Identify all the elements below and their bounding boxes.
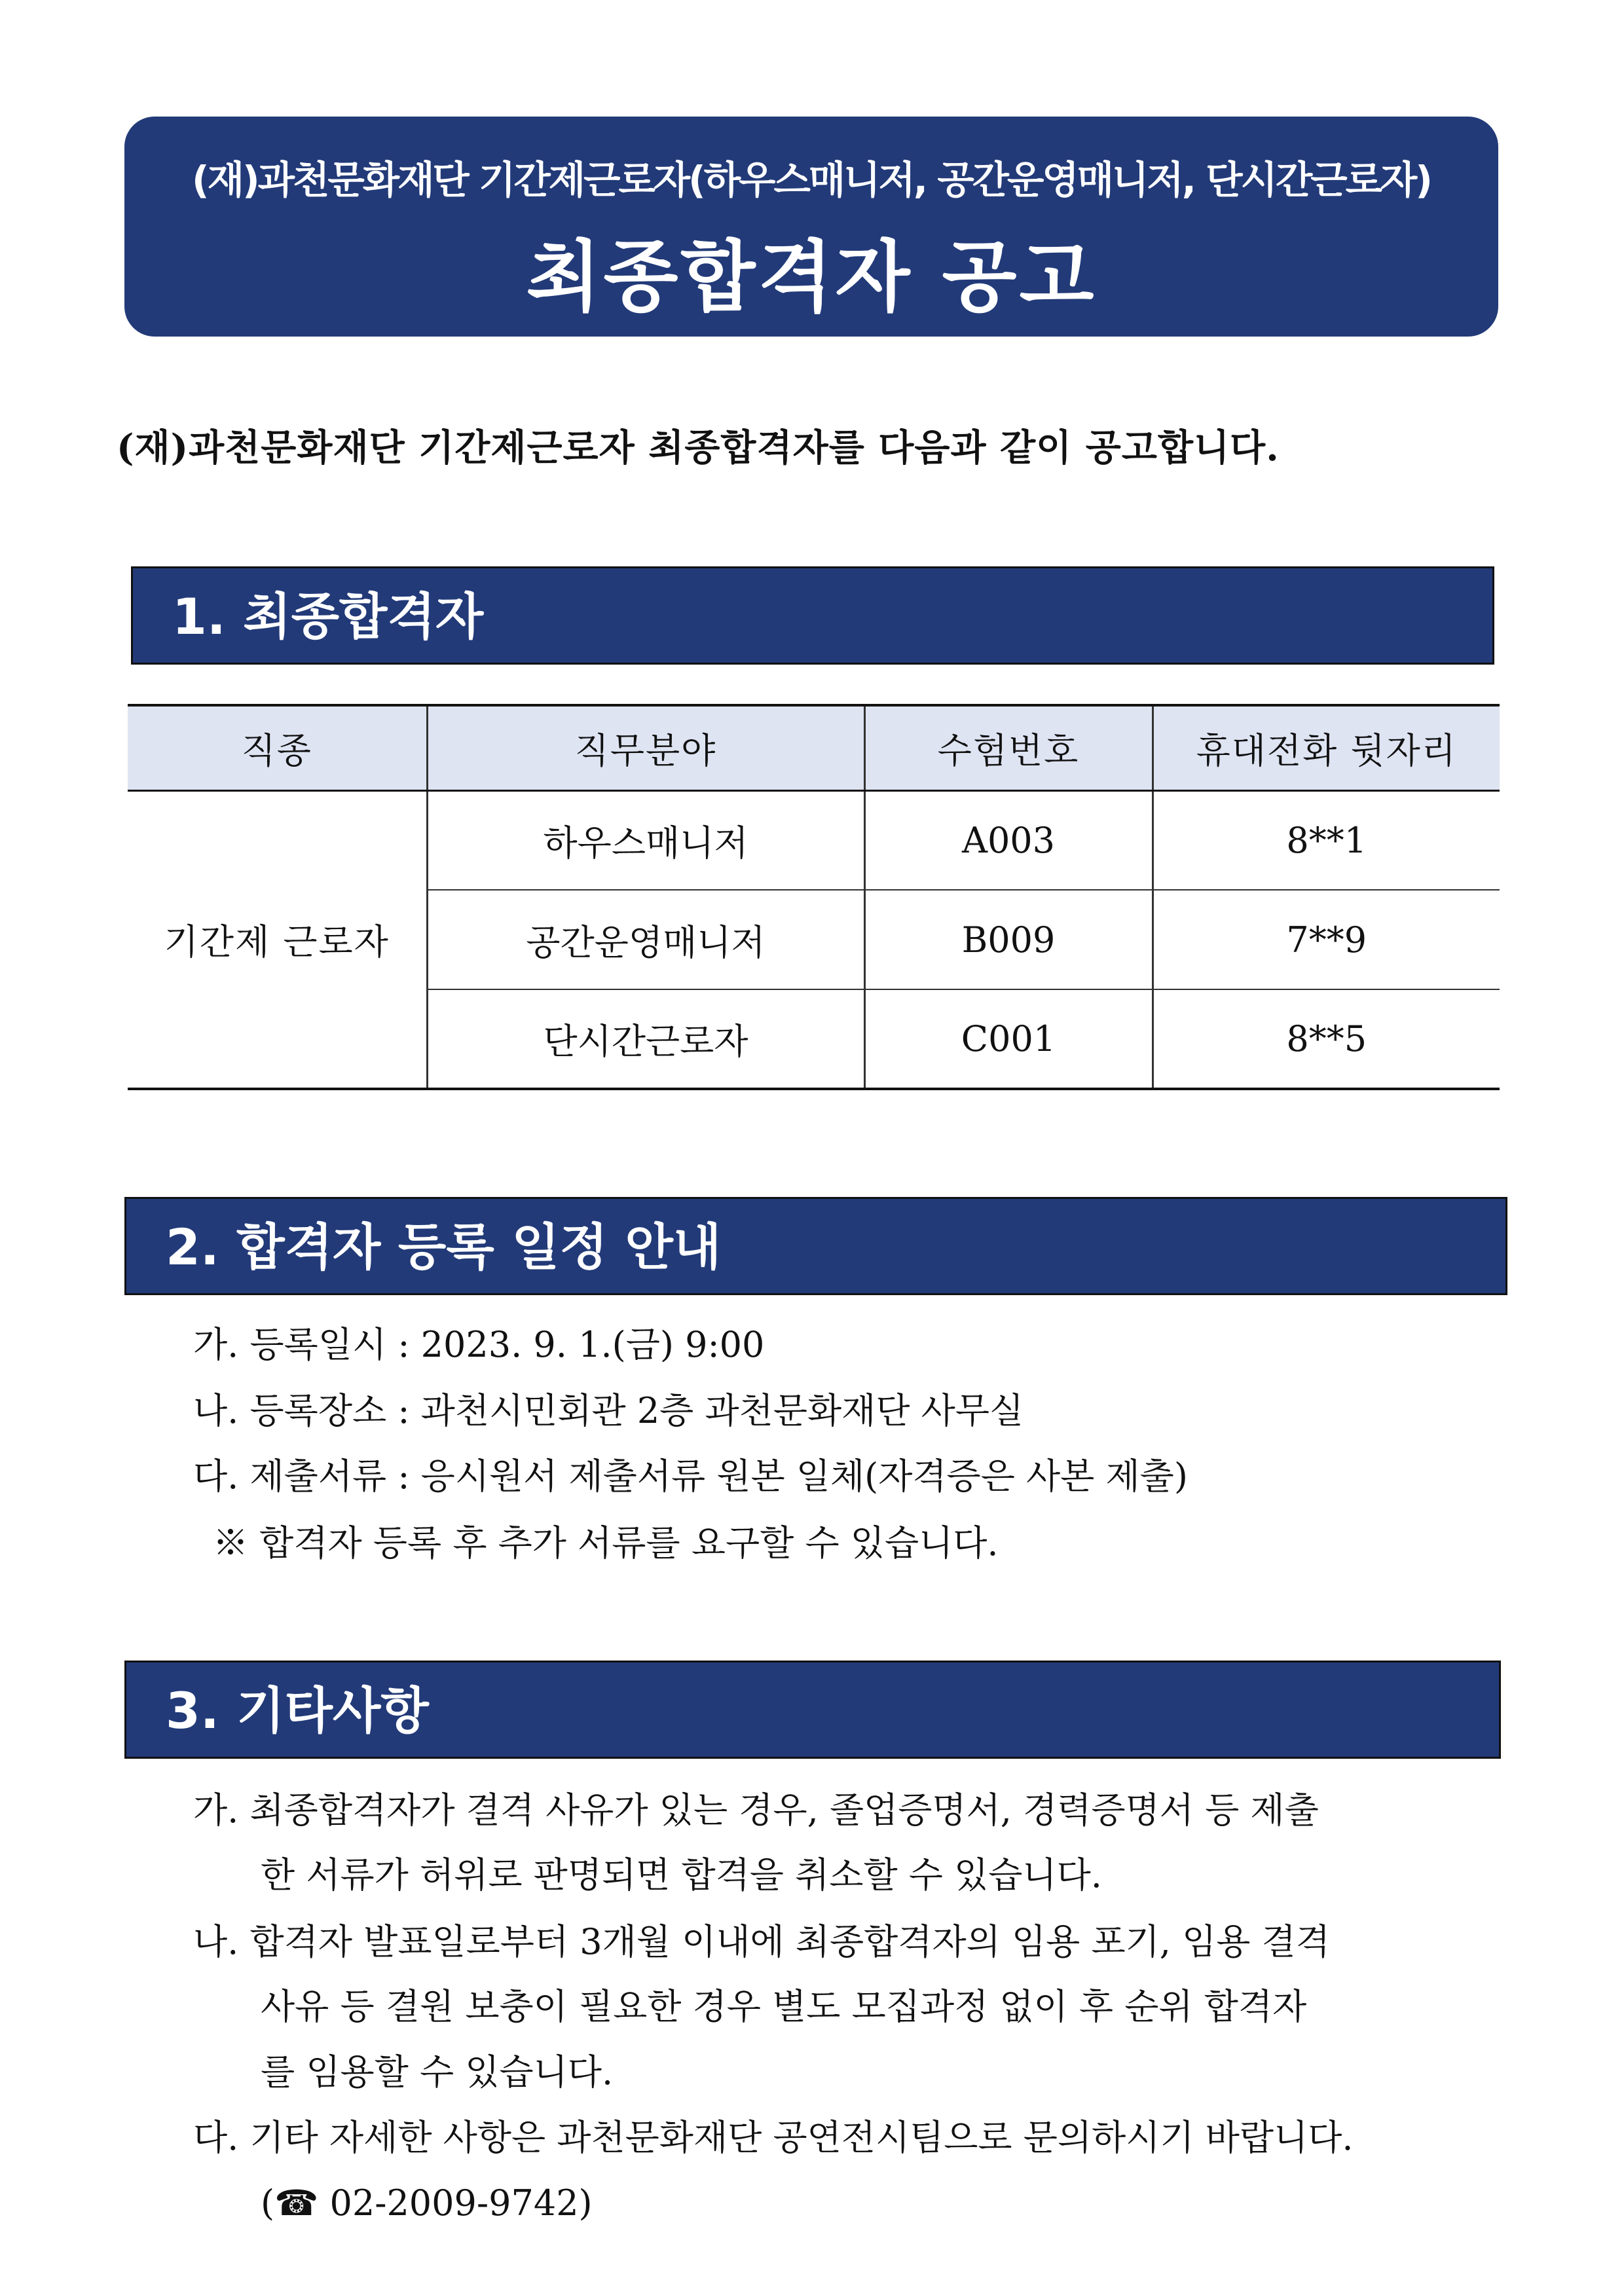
- other-item-b-line2: 사유 등 결원 보충이 필요한 경우 별도 모집과정 없이 후 순위 합격자: [261, 1986, 1307, 2027]
- banner-subtitle: (재)과천문화재단 기간제근로자(하우스매니저, 공간운영매니저, 단시간근로자): [192, 158, 1431, 202]
- banner-title: 최종합격자 공고: [526, 232, 1097, 322]
- exam-number-cell: C001: [864, 989, 1153, 1089]
- header-exam-number: 수험번호: [864, 705, 1153, 790]
- other-item-b-line1: 나. 합격자 발표일로부터 3개월 이내에 최종합격자의 임용 포기, 임용 결격: [193, 1921, 1330, 1962]
- phone-cell: 8**5: [1153, 989, 1500, 1089]
- exam-number-cell: B009: [864, 890, 1153, 989]
- section-header-other: [124, 1661, 1501, 1759]
- section-header-registration: [124, 1197, 1507, 1295]
- job-field-cell: 공간운영매니저: [427, 890, 864, 989]
- job-field-cell: 하우스매니저: [427, 790, 864, 890]
- contact-phone: (☎ 02-2009-9742): [261, 2182, 593, 2224]
- header-job-field: 직무분야: [427, 705, 864, 790]
- final-candidates-table: [128, 704, 1500, 1090]
- job-type-cell: 기간제 근로자: [128, 790, 427, 1089]
- other-item-a-line2: 한 서류가 허위로 판명되면 합격을 취소할 수 있습니다.: [261, 1854, 1102, 1896]
- section-title: 3. 기타사항: [166, 1681, 429, 1740]
- registration-note: ※ 합격자 등록 후 추가 서류를 요구할 수 있습니다.: [213, 1522, 999, 1564]
- registration-documents: 다. 제출서류 : 응시원서 제출서류 원본 일체(자격증은 사본 제출): [193, 1456, 1188, 1497]
- job-field-cell: 단시간근로자: [427, 989, 864, 1089]
- table-row: [128, 790, 1500, 890]
- header-phone-last-digits: 휴대전화 뒷자리: [1153, 705, 1500, 790]
- title-banner: [124, 117, 1498, 337]
- section-header-final-candidates: [131, 566, 1494, 665]
- section-title: 2. 합격자 등록 일정 안내: [166, 1218, 722, 1276]
- section-title: 1. 최종합격자: [172, 587, 484, 646]
- other-item-b-line3: 를 임용할 수 있습니다.: [261, 2051, 614, 2093]
- header-job-type: 직종: [128, 705, 427, 790]
- table-header-row: [128, 705, 1500, 790]
- registration-date: 가. 등록일시 : 2023. 9. 1.(금) 9:00: [193, 1324, 765, 1365]
- exam-number-cell: A003: [864, 790, 1153, 890]
- phone-cell: 7**9: [1153, 890, 1500, 989]
- registration-place: 나. 등록장소 : 과천시민회관 2층 과천문화재단 사무실: [193, 1390, 1024, 1431]
- intro-text: (재)과천문화재단 기간제근로자 최종합격자를 다음과 같이 공고합니다.: [117, 426, 1280, 469]
- other-item-c-line1: 다. 기타 자세한 사항은 과천문화재단 공연전시팀으로 문의하시기 바랍니다.: [193, 2117, 1354, 2158]
- other-item-a-line1: 가. 최종합격자가 결격 사유가 있는 경우, 졸업증명서, 경력증명서 등 제출: [193, 1790, 1319, 1831]
- phone-cell: 8**1: [1153, 790, 1500, 890]
